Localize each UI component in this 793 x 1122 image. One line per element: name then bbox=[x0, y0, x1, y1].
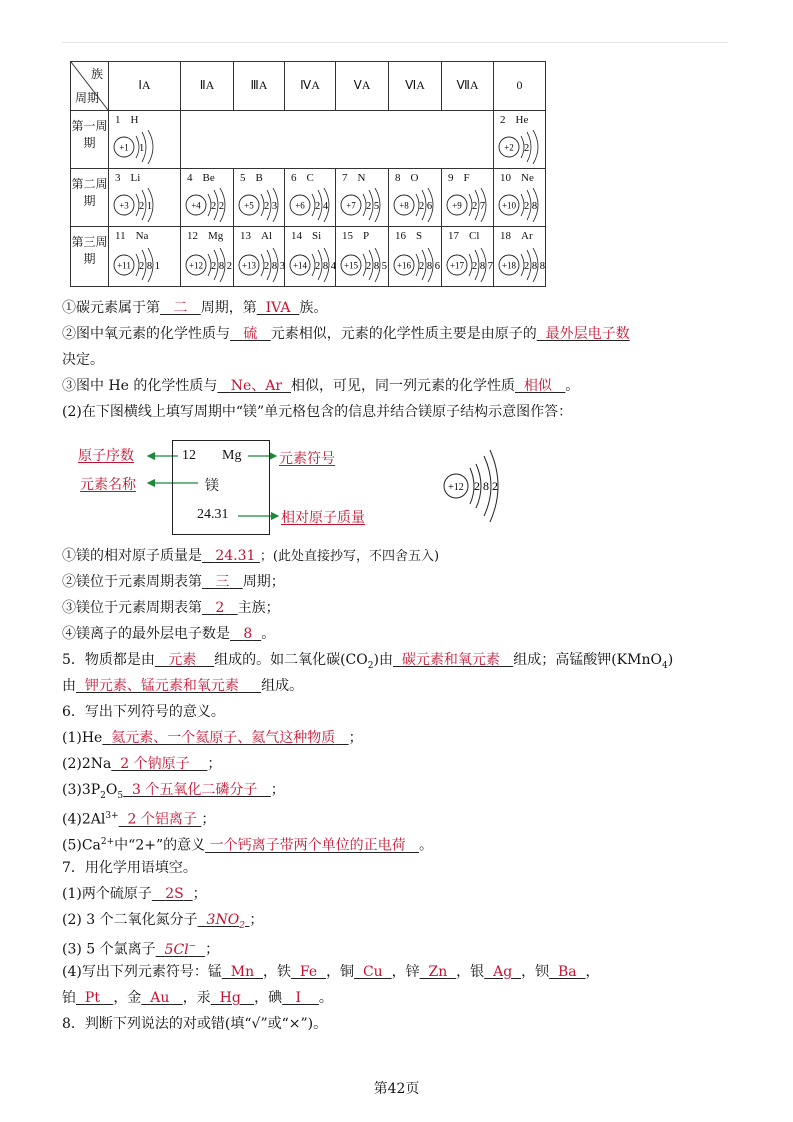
table-corner bbox=[71, 62, 109, 111]
atom-shells: 2 8 8 bbox=[524, 261, 545, 272]
group-header: 0 bbox=[494, 62, 546, 111]
element-number: 7 bbox=[342, 172, 348, 184]
element-cell bbox=[181, 169, 234, 227]
label-element-symbol: 元素符号 bbox=[279, 451, 335, 467]
element-symbol: O bbox=[410, 172, 419, 184]
element-symbol: H bbox=[130, 114, 139, 126]
mg-symbol: Mg bbox=[222, 448, 242, 463]
element-cell bbox=[336, 227, 389, 287]
answer: 5Cl− bbox=[164, 941, 197, 958]
atom-nucleus: +2 bbox=[504, 142, 514, 153]
answer: 二 bbox=[173, 300, 188, 316]
empty-span bbox=[181, 111, 494, 169]
element-cell bbox=[285, 227, 336, 287]
atom-shells: 2 8 2 bbox=[211, 261, 232, 272]
answer: 碳元素和氧元素 bbox=[401, 652, 500, 668]
atom-nucleus: +16 bbox=[396, 260, 412, 271]
element-symbol: Ar bbox=[521, 230, 533, 242]
answer: 最外层电子数 bbox=[545, 326, 630, 342]
group-header: ⅥA bbox=[389, 62, 442, 111]
q4-line1: ①碳元素属于第 二 周期，第 IVA 族。 bbox=[62, 300, 328, 316]
corner-group-label: 族 bbox=[90, 67, 103, 81]
element-number: 18 bbox=[500, 230, 511, 242]
q6-2: (2)2Na 2 个钠原子 ； bbox=[62, 756, 222, 772]
element-symbol: Be bbox=[202, 172, 215, 184]
q5-line2: 由 钾元素、锰元素和氧元素 组成。 bbox=[62, 678, 304, 694]
q8-title: 8．判断下列说法的对或错(填“√”或“×”)。 bbox=[62, 1016, 328, 1032]
mg-atom-diagram bbox=[440, 446, 520, 526]
atom-shells: 2 bbox=[524, 143, 530, 154]
atom-shells: 2 8 3 bbox=[264, 261, 285, 272]
element-number: 14 bbox=[291, 230, 302, 242]
answer: 硫 bbox=[243, 326, 258, 342]
atom-nucleus: +8 bbox=[399, 200, 409, 211]
element-symbol: Si bbox=[312, 230, 322, 242]
answer: Fe bbox=[299, 964, 318, 980]
atom-nucleus: +3 bbox=[119, 200, 129, 211]
mg-q2: ②镁位于元素周期表第 三 周期； bbox=[62, 574, 285, 590]
mg-atom-shells: 2 8 2 bbox=[474, 479, 498, 493]
element-number: 11 bbox=[115, 230, 126, 242]
answer: 2 个钠原子 bbox=[120, 756, 190, 772]
answer: Ne、Ar bbox=[230, 378, 283, 394]
element-cell bbox=[442, 169, 494, 227]
atom-shells: 2 8 6 bbox=[419, 261, 440, 272]
atom-shells: 2 3 bbox=[264, 201, 278, 212]
element-number: 5 bbox=[240, 172, 246, 184]
label-atomic-mass: 相对原子质量 bbox=[281, 510, 365, 526]
answer: 三 bbox=[215, 574, 230, 590]
atom-shells: 2 8 5 bbox=[366, 261, 387, 272]
atom-nucleus: +18 bbox=[501, 260, 517, 271]
element-number: 8 bbox=[395, 172, 401, 184]
answer: 元素 bbox=[168, 652, 197, 668]
atom-shells: 2 8 bbox=[524, 201, 538, 212]
element-cell bbox=[285, 169, 336, 227]
atom-shells: 2 8 7 bbox=[472, 261, 493, 272]
answer: 24.31 bbox=[215, 548, 256, 564]
atom-nucleus: +13 bbox=[241, 260, 257, 271]
answer: 相似 bbox=[523, 378, 552, 394]
atom-shells: 2 5 bbox=[366, 201, 380, 212]
atom-nucleus: +17 bbox=[449, 260, 465, 271]
element-symbol: B bbox=[255, 172, 263, 184]
answer: 3 个五氧化二磷分子 bbox=[132, 782, 258, 798]
element-symbol: He bbox=[515, 114, 529, 126]
answer: Ag bbox=[493, 964, 513, 980]
element-symbol: N bbox=[357, 172, 366, 184]
label-atomic-number: 原子序数 bbox=[78, 448, 134, 464]
element-number: 9 bbox=[448, 172, 454, 184]
atom-nucleus: +5 bbox=[244, 200, 254, 211]
element-number: 13 bbox=[240, 230, 251, 242]
q4-line2: ②图中氧元素的化学性质与 硫 元素相似，元素的化学性质主要是由原子的 最外层电子数 bbox=[62, 326, 630, 342]
element-number: 15 bbox=[342, 230, 353, 242]
answer: $3NO_2$ bbox=[206, 912, 245, 931]
answer: 2S bbox=[165, 886, 184, 902]
element-cell bbox=[389, 227, 442, 287]
group-header: ⅠA bbox=[109, 62, 181, 111]
atom-structure bbox=[497, 188, 585, 222]
element-cell bbox=[494, 227, 546, 287]
element-cell bbox=[336, 169, 389, 227]
element-number: 2 bbox=[500, 114, 506, 126]
atom-nucleus: +14 bbox=[292, 260, 308, 271]
answer: Pt bbox=[84, 990, 100, 1006]
atom-nucleus: +7 bbox=[346, 200, 356, 211]
answer: 2 个铝离子 bbox=[127, 811, 197, 828]
atom-nucleus: +4 bbox=[191, 200, 201, 211]
element-number: 17 bbox=[448, 230, 459, 242]
element-symbol: Al bbox=[261, 230, 272, 242]
element-number: 10 bbox=[500, 172, 511, 184]
group-header: ⅤA bbox=[336, 62, 389, 111]
answer: 钾元素、锰元素和氧元素 bbox=[84, 678, 239, 694]
group-header: ⅣA bbox=[285, 62, 336, 111]
answer: Au bbox=[150, 990, 170, 1006]
atom-nucleus: +15 bbox=[343, 260, 359, 271]
mg-q1: ①镁的相对原子质量是 24.31 ；(此处直接抄写，不四舍五入) bbox=[62, 548, 440, 564]
mg-atom-nucleus: +12 bbox=[448, 482, 464, 493]
element-symbol: F bbox=[463, 172, 470, 184]
q7-5: 铂 Pt ，金 Au ，汞 Hg ，碘 I 。 bbox=[62, 990, 333, 1006]
element-symbol: Li bbox=[130, 172, 141, 184]
atom-shells: 2 6 bbox=[419, 201, 433, 212]
atom-shells: 2 8 4 bbox=[315, 261, 336, 272]
element-symbol: Na bbox=[135, 230, 149, 242]
element-cell bbox=[494, 111, 546, 169]
element-number: 16 bbox=[395, 230, 406, 242]
atom-nucleus: +12 bbox=[188, 260, 204, 271]
answer: Zn bbox=[428, 964, 448, 980]
element-symbol: P bbox=[363, 230, 370, 242]
q4-line3: 决定。 bbox=[62, 352, 104, 368]
label-element-name: 元素名称 bbox=[80, 477, 136, 493]
mg-name: 镁 bbox=[205, 478, 219, 494]
element-symbol: Ne bbox=[521, 172, 534, 184]
answer: 氦元素、一个氦原子、氦气这种物质 bbox=[111, 730, 336, 746]
answer: Ba bbox=[557, 964, 577, 980]
q6-1: (1)He 氦元素、一个氦原子、氦气这种物质 ； bbox=[62, 730, 363, 746]
group-header: ⅦA bbox=[442, 62, 494, 111]
atom-shells: 1 bbox=[139, 143, 145, 154]
answer: 8 bbox=[243, 626, 253, 642]
group-header: ⅡA bbox=[181, 62, 234, 111]
element-number: 1 bbox=[115, 114, 121, 126]
atom-nucleus: +10 bbox=[501, 200, 517, 211]
element-cell bbox=[442, 227, 494, 287]
mg-q4: ④镁离子的最外层电子数是 8 。 bbox=[62, 626, 276, 642]
header-rule bbox=[62, 42, 728, 43]
mg-number: 12 bbox=[182, 448, 196, 463]
q7-title: 7．用化学用语填空。 bbox=[62, 860, 197, 876]
q4-line4: ③图中 He 的化学性质与 Ne、Ar 相似，可见，同一列元素的化学性质 相似 。 bbox=[62, 378, 580, 394]
q7-2: (2) 3 个二氧化氮分子 $3NO_2$ ； bbox=[62, 912, 264, 931]
atom-nucleus: +11 bbox=[117, 260, 131, 271]
atom-structure bbox=[497, 130, 585, 164]
answer: I bbox=[295, 990, 302, 1006]
atom-nucleus: +6 bbox=[295, 200, 305, 211]
group-header: ⅢA bbox=[234, 62, 285, 111]
element-cell bbox=[109, 169, 181, 227]
answer: 2 bbox=[215, 600, 225, 616]
atom-shells: 2 2 bbox=[211, 201, 225, 212]
element-cell bbox=[234, 169, 285, 227]
element-symbol: Cl bbox=[469, 230, 480, 242]
mg-q3: ③镁位于元素周期表第 2 主族； bbox=[62, 600, 280, 616]
element-cell bbox=[389, 169, 442, 227]
periodic-table bbox=[70, 61, 546, 287]
corner-period-label: 周期 bbox=[75, 91, 100, 105]
element-cell bbox=[181, 227, 234, 287]
element-symbol: S bbox=[416, 230, 423, 242]
atom-shells: 2 4 bbox=[315, 201, 329, 212]
answer: Mn bbox=[230, 964, 255, 980]
atom-structure bbox=[497, 248, 585, 282]
q7-4: (4)写出下列元素符号：锰 Mn ，铁 Fe ，铜 Cu ，锌 Zn ，银 Ag ，钡 Ba ， bbox=[62, 964, 600, 980]
q6-title: 6．写出下列符号的意义。 bbox=[62, 704, 225, 720]
element-cell bbox=[109, 227, 181, 287]
atom-shells: 2 1 bbox=[139, 201, 153, 212]
element-number: 4 bbox=[187, 172, 193, 184]
q4-part2: (2)在下图横线上填写周期中“镁”单元格包含的信息并结合镁原子结构示意图作答： bbox=[62, 404, 573, 420]
answer: IVA bbox=[265, 300, 291, 316]
atom-nucleus: +1 bbox=[119, 142, 129, 153]
mg-mass: 24.31 bbox=[197, 507, 229, 522]
atom-shells: 2 8 1 bbox=[139, 261, 160, 272]
period-label: 第二周期 bbox=[71, 169, 109, 227]
q5-line1: 5．物质都是由 元素 组成的。如二氧化碳$(CO_2)$由 碳元素和氧元素 组成；高锰酸钾(KMnO$_4$) bbox=[62, 652, 674, 671]
answer: Cu bbox=[362, 964, 383, 980]
q7-1: (1)两个硫原子 2S ； bbox=[62, 886, 207, 902]
answer: 一个钙离子带两个单位的正电荷 bbox=[209, 837, 406, 854]
element-cell bbox=[234, 227, 285, 287]
q6-5: $(5)Ca^{2+}$中“2+”的意义 一个钙离子带两个单位的正电荷 。 bbox=[62, 837, 433, 854]
element-number: 6 bbox=[291, 172, 297, 184]
element-cell bbox=[494, 169, 546, 227]
q6-3: $(3)3P_2O_5$ 3 个五氧化二磷分子 ； bbox=[62, 782, 285, 801]
atom-shells: 2 7 bbox=[472, 201, 486, 212]
element-cell bbox=[109, 111, 181, 169]
atom-nucleus: +9 bbox=[452, 200, 462, 211]
q7-3: (3) 5 个氯离子 5Cl− ； bbox=[62, 941, 220, 958]
page-number: 第42页 bbox=[373, 1081, 420, 1097]
element-symbol: C bbox=[306, 172, 314, 184]
q6-4: $(4)2Al^{3+}$ 2 个铝离子 ； bbox=[62, 811, 216, 828]
answer: Hg bbox=[219, 990, 241, 1006]
element-number: 3 bbox=[115, 172, 121, 184]
period-label: 第一周期 bbox=[71, 111, 109, 169]
period-label: 第三周期 bbox=[71, 227, 109, 287]
element-symbol: Mg bbox=[208, 230, 224, 242]
element-number: 12 bbox=[187, 230, 198, 242]
